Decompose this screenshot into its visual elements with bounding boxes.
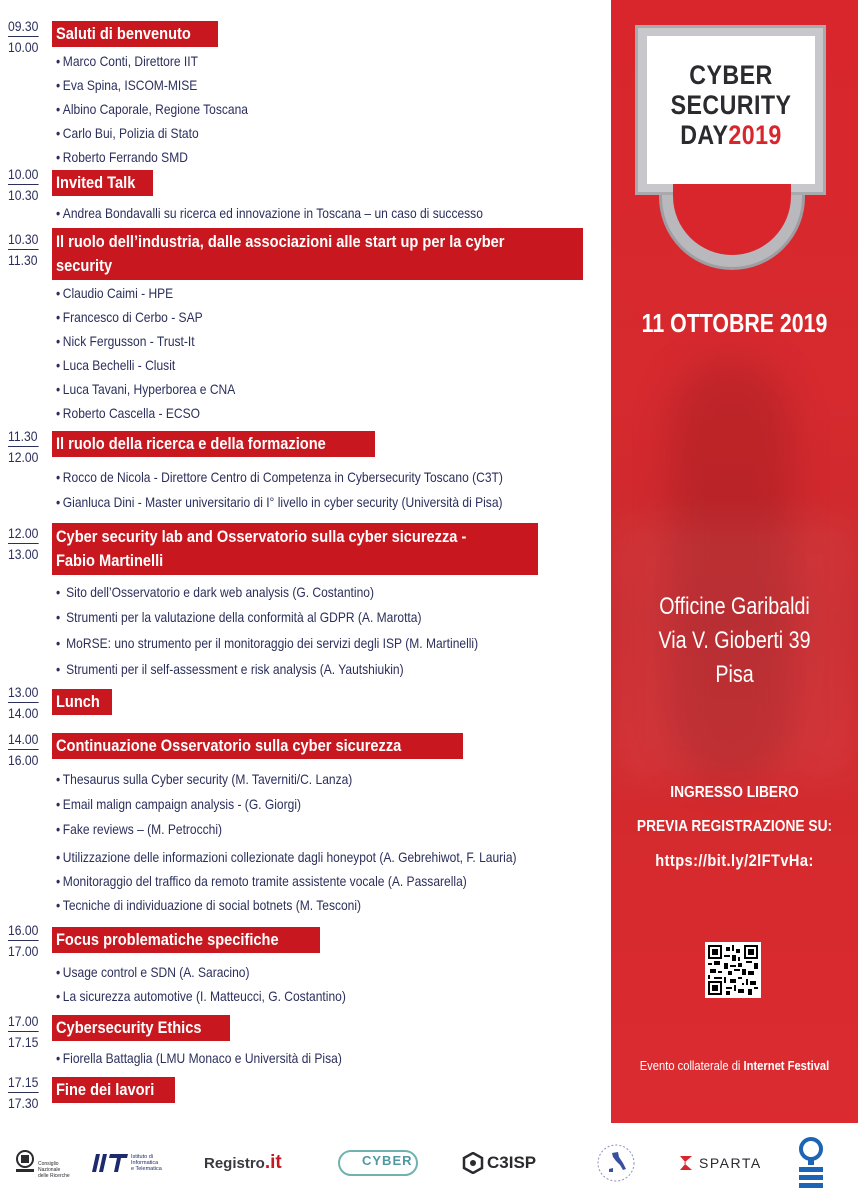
logo-line-3a: DAY [680,120,729,150]
collateral-prefix: Evento collaterale di [639,1058,744,1073]
cyber-logo[interactable]: CYBER [338,1143,418,1183]
italy-map-logo[interactable] [596,1143,636,1183]
list-item: • Thesaurus sulla Cyber security (M. Taverniti/C. Lanza) [56,771,353,787]
list-item: • Fiorella Battaglia (LMU Monaco e Università di Pisa) [56,1050,342,1066]
internet-festival-name: Internet Festival [743,1058,830,1073]
start-time: 13.00 [8,684,39,703]
slot-time [8,18,39,56]
list-item: • Marco Conti, Direttore IIT [56,53,198,69]
slot-time [8,428,39,466]
start-time: 10.30 [8,231,39,250]
session-title: Il ruolo della ricerca e della formazione [52,431,375,457]
registration-link[interactable]: https://bit.ly/2lFTvHa: [655,851,814,870]
end-time: 12.00 [8,450,39,465]
cnr-logo[interactable] [14,1143,72,1183]
slot-time [8,231,39,269]
event-date: 11 OTTOBRE 2019 [641,308,828,338]
iit-icon [92,1154,128,1172]
slot-time [8,1074,39,1112]
session-title: Il ruolo dell’industria, dalle associazioni alle start up per la cyber security [52,228,583,280]
list-item: • Carlo Bui, Polizia di Stato [56,125,199,141]
logo-line-2: SECURITY [670,90,792,120]
list-item: • Roberto Cascella - ECSO [56,405,200,421]
session-title: Saluti di benvenuto [52,21,218,47]
cnr-icon [14,1150,36,1176]
festival-icon [796,1137,826,1189]
list-item: • Usage control e SDN (A. Saracino) [56,964,250,980]
session-title: Focus problematiche specifiche [52,927,320,953]
session-title: Lunch [52,689,112,715]
registration-info [628,776,840,878]
slot-time [8,684,39,722]
end-time: 10.30 [8,188,39,203]
start-time: 09.30 [8,18,39,37]
logo-year: 2019 [728,120,782,150]
free-entry: INGRESSO LIBERO [670,784,799,801]
session-title: Cybersecurity Ethics [52,1015,230,1041]
sparta-logo[interactable]: SPARTA [678,1143,762,1183]
slot-time [8,166,39,204]
end-time: 16.00 [8,753,39,768]
slot-time [8,1013,39,1051]
list-item: • Francesco di Cerbo - SAP [56,309,203,325]
italy-map-icon [596,1143,636,1183]
list-item: • Andrea Bondavalli su ricerca ed innovazione in Toscana – un caso di successo [56,205,483,221]
slot-time [8,731,39,769]
list-item: • Strumenti per il self-assessment e risk analysis (A. Yautshiukin) [56,661,404,677]
event-logo [659,60,803,150]
c3isp-logo[interactable]: C3ISP [462,1143,536,1183]
list-item: • La sicurezza automotive (I. Matteucci, G. Costantino) [56,988,346,1004]
end-time: 13.00 [8,547,39,562]
list-item: • Email malign campaign analysis - (G. Giorgi) [56,796,302,812]
venue-city: Pisa [715,661,754,688]
start-time: 17.00 [8,1013,39,1032]
session-title: Fine dei lavori [52,1077,175,1103]
event-info-panel [611,0,858,1123]
cnr-label: Consiglio Nazionale delle Ricerche [38,1161,70,1179]
list-item: • Eva Spina, ISCOM-MISE [56,77,198,93]
list-item: • Albino Caporale, Regione Toscana [56,101,248,117]
end-time: 10.00 [8,40,39,55]
list-item: • Nick Fergusson - Trust-It [56,333,195,349]
festival-logo[interactable] [796,1137,826,1189]
iit-logo[interactable] [92,1143,162,1183]
venue-address: Via V. Gioberti 39 [658,627,811,654]
venue [633,590,836,692]
start-time: 10.00 [8,166,39,185]
session-title: Invited Talk [52,170,153,196]
end-time: 14.00 [8,706,39,721]
list-item: • Sito dell’Osservatorio e dark web analysis (G. Costantino) [56,584,374,600]
partner-logos [0,1123,858,1200]
end-time: 11.30 [8,253,38,268]
session-title: Cyber security lab and Osservatorio sulla cyber sicurezza - Fabio Martinelli [52,523,538,575]
list-item: • Strumenti per la valutazione della conformità al GDPR (A. Marotta) [56,609,422,625]
end-time: 17.00 [8,944,39,959]
list-item: • MoRSE: uno strumento per il monitoraggio dei servizi degli ISP (M. Martinelli) [56,635,479,651]
end-time: 17.15 [8,1035,39,1050]
collateral-note [628,1058,840,1073]
list-item: • Claudio Caimi - HPE [56,285,174,301]
list-item: • Luca Tavani, Hyperborea e CNA [56,381,236,397]
end-time: 17.30 [8,1096,39,1111]
registro-logo[interactable]: Registro .it [204,1152,282,1173]
list-item: • Utilizzazione delle informazioni collezionate dagli honeypot (A. Gebrehiwot, F. Lauria) [56,849,517,865]
start-time: 16.00 [8,922,39,941]
list-item: • Rocco de Nicola - Direttore Centro di Competenza in Cybersecurity Toscano (C3T) [56,469,503,485]
c3isp-icon [462,1152,484,1174]
list-item: • Roberto Ferrando SMD [56,149,188,165]
list-item: • Monitoraggio del traffico da remoto tramite assistente vocale (A. Passarella) [56,873,467,889]
list-item: • Luca Bechelli - Clusit [56,357,176,373]
list-item: • Fake reviews – (M. Petrocchi) [56,821,223,837]
qr-code-icon[interactable] [705,942,761,998]
slot-time [8,922,39,960]
registration-label: PREVIA REGISTRAZIONE SU: [636,818,833,835]
start-time: 14.00 [8,731,39,750]
start-time: 12.00 [8,525,39,544]
slot-time [8,525,39,563]
venue-name: Officine Garibaldi [659,593,810,620]
list-item: • Gianluca Dini - Master universitario di I° livello in cyber security (Università di Pisa) [56,494,503,510]
logo-line-1: CYBER [689,60,773,90]
start-time: 17.15 [8,1074,39,1093]
session-title: Continuazione Osservatorio sulla cyber sicurezza [52,733,463,759]
start-time: 11.30 [8,428,39,447]
list-item: • Tecniche di individuazione di social botnets (M. Tesconi) [56,897,362,913]
iit-label: Istituto di Informatica e Telematica [131,1154,162,1172]
sparta-icon [678,1154,694,1172]
